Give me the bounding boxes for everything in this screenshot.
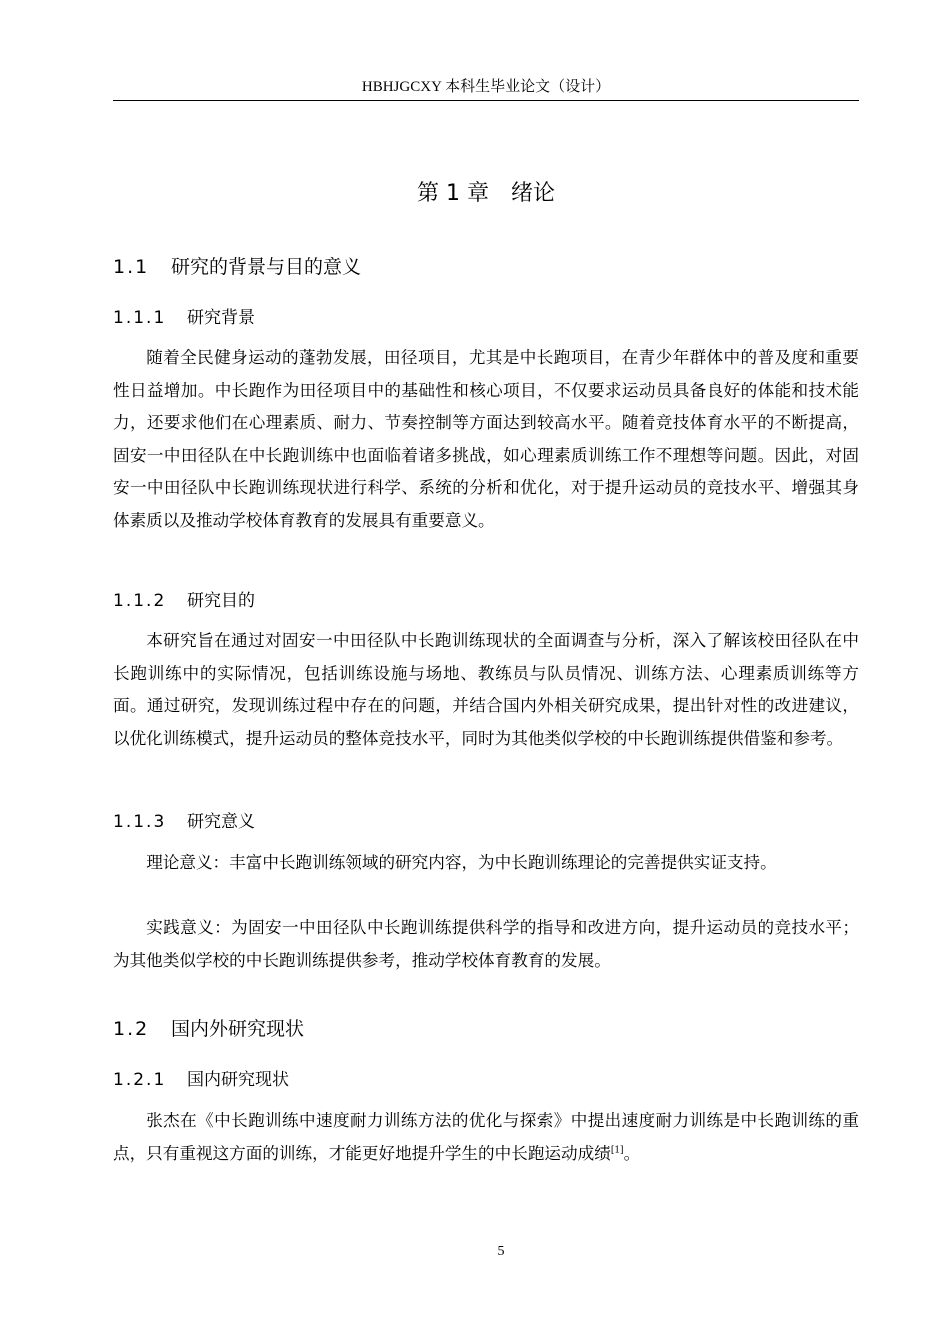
subsection-title: 研究背景 xyxy=(187,308,255,328)
paragraph-purpose: 本研究旨在通过对固安一中田径队中长跑训练现状的全面调查与分析，深入了解该校田径队在中长跑训练中的实际情况，包括训练设施与场地、教练员与队员情况、训练方法、心理素质训练等方面。通过研究，发现训练过程中存在的问题，并结合国内外相关研究成果，提出针对性的改进建议，以优化训练模式，提升运动员的整体竞技水平，同时为其他类似学校的中长跑训练提供借鉴和参考。 xyxy=(113,631,859,748)
header-rule xyxy=(113,100,859,101)
subsection-number: 1.1.3 xyxy=(113,812,167,832)
chapter-number: 第 1 章 xyxy=(417,181,489,206)
subsection-title: 研究意义 xyxy=(187,812,255,832)
subsection-heading-1-2-1 xyxy=(113,1067,289,1093)
section-heading-1-1 xyxy=(113,253,361,281)
paragraph-theoretical-significance: 理论意义：丰富中长跑训练领域的研究内容，为中长跑训练理论的完善提供实证支持。 xyxy=(146,853,777,872)
subsection-number: 1.1.1 xyxy=(113,308,167,328)
section-number: 1.1 xyxy=(113,256,150,278)
paragraph-domestic-research xyxy=(113,1105,859,1170)
chapter-name: 绪论 xyxy=(510,181,555,206)
subsection-heading-1-1-2 xyxy=(113,588,255,614)
chapter-title xyxy=(113,178,859,210)
subsection-title: 研究目的 xyxy=(187,591,255,611)
subsection-number: 1.2.1 xyxy=(113,1070,167,1090)
page-number: 5 xyxy=(497,1244,505,1259)
paragraph-text: 张杰在《中长跑训练中速度耐力训练方法的优化与探索》中提出速度耐力训练是中长跑训练的重点，只有重视这方面的训练，才能更好地提升学生的中长跑运动成绩 xyxy=(113,1111,859,1163)
subsection-title: 国内研究现状 xyxy=(187,1070,289,1090)
subsection-number: 1.1.2 xyxy=(113,591,167,611)
subsection-heading-1-1-3 xyxy=(113,809,255,835)
section-heading-1-2 xyxy=(113,1015,304,1043)
section-title: 研究的背景与目的意义 xyxy=(171,256,362,278)
section-title: 国内外研究现状 xyxy=(171,1018,305,1040)
subsection-heading-1-1-1 xyxy=(113,305,255,331)
section-number: 1.2 xyxy=(113,1018,150,1040)
paragraph-practical-significance: 实践意义：为固安一中田径队中长跑训练提供科学的指导和改进方向，提升运动员的竞技水平；为其他类似学校的中长跑训练提供参考，推动学校体育教育的发展。 xyxy=(113,918,859,970)
citation-marker: [1] xyxy=(610,1144,624,1155)
running-header: HBHJGCXY 本科生毕业论文（设计） xyxy=(361,79,611,95)
paragraph-background: 随着全民健身运动的蓬勃发展，田径项目，尤其是中长跑项目，在青少年群体中的普及度和重要性日益增加。中长跑作为田径项目中的基础性和核心项目，不仅要求运动员具备良好的体能和技术能力，还要求他们在心理素质、耐力、节奏控制等方面达到较高水平。随着竞技体育水平的不断提高，固安一中田径队在中长跑训练中也面临着诸多挑战，如心理素质训练工作不理想等问题。因此，对固安一中田径队中长跑训练现状进行科学、系统的分析和优化，对于提升运动员的竞技水平、增强其身体素质以及推动学校体育教育的发展具有重要意义。 xyxy=(113,348,859,530)
paragraph-end: 。 xyxy=(623,1143,641,1163)
